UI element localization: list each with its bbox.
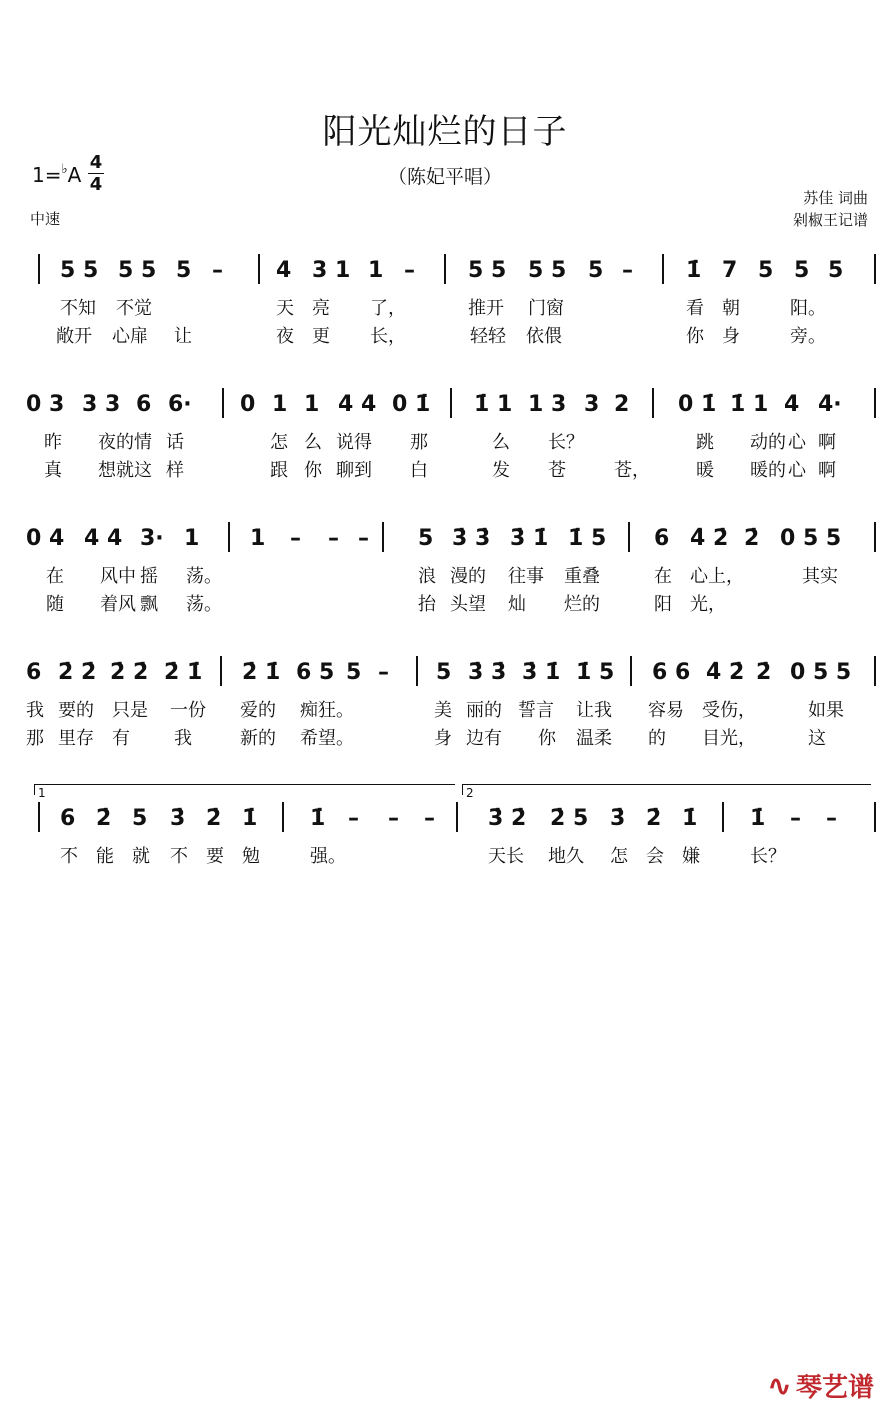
lyric-word: 爱的 <box>240 700 276 721</box>
note-group: 1 <box>250 525 266 551</box>
note-group: – <box>290 525 301 551</box>
note-group: 1 <box>184 525 200 551</box>
lyric-word: 你 <box>686 326 704 347</box>
bar-line <box>416 656 418 686</box>
lyric-word: 随 <box>46 594 64 615</box>
lyric-word: 头望 <box>450 594 486 615</box>
lyric-word: 天 <box>276 298 294 319</box>
note-group: 2̇ 1̇ <box>164 659 203 685</box>
score-row <box>0 384 890 504</box>
lyric-word: 荡。 <box>186 594 222 615</box>
note-group: 3̇ <box>610 805 626 831</box>
note-group: 0 3 <box>26 391 65 417</box>
lyric-word: 昨 <box>44 432 62 453</box>
note-group: 0 1̇ <box>392 391 431 417</box>
lyric-word: 心扉 <box>112 326 148 347</box>
note-group: – <box>378 659 389 685</box>
lyric-word: 么 <box>304 432 322 453</box>
lyric-word: 跟 <box>270 460 288 481</box>
note-group: 1 <box>304 391 320 417</box>
lyric-word: 丽的 <box>466 700 502 721</box>
note-group: 6 <box>136 391 152 417</box>
lyric-word: 容易 <box>648 700 684 721</box>
bar-line <box>874 388 876 418</box>
lyric-word: 誓言 <box>518 700 554 721</box>
lyric-word: 阳。 <box>790 298 826 319</box>
lyric-word: 荡。 <box>186 566 222 587</box>
note-line <box>0 518 890 558</box>
note-group: 1 <box>272 391 288 417</box>
lyric-word: 白 <box>410 460 428 481</box>
note-group: 2̇ 2̇ <box>110 659 149 685</box>
lyric-word: 在 <box>46 566 64 587</box>
lyric-word: 夜的 <box>98 432 134 453</box>
note-group: 3̇ <box>170 805 186 831</box>
lyric-word: 真 <box>44 460 62 481</box>
lyric-word: 长？ <box>548 432 584 453</box>
lyric-word: 那 <box>410 432 428 453</box>
note-group: 2̇ 2̇ <box>58 659 97 685</box>
lyric-word: 你 <box>304 460 322 481</box>
lyric-word: 重叠 <box>564 566 600 587</box>
score-row <box>0 786 890 918</box>
note-group: 3̇ 1̇ <box>510 525 549 551</box>
note-group: 6· <box>168 391 192 417</box>
volta-number: 1 <box>38 786 46 800</box>
page-title: 阳光灿烂的日子 <box>322 112 568 152</box>
note-group: 5 <box>758 257 774 283</box>
lyric-word: 着风 <box>100 594 136 615</box>
bar-line <box>258 254 260 284</box>
note-group: 4̇ 2̇ <box>690 525 729 551</box>
note-group: 6 <box>26 659 42 685</box>
note-line <box>0 798 890 838</box>
lyric-word: 飘 <box>140 594 158 615</box>
lyric-word: 话 <box>166 432 184 453</box>
lyric-word: 我 <box>26 700 44 721</box>
note-group: 1̇ 1 <box>730 391 769 417</box>
note-group: – <box>790 805 801 831</box>
note-group: 0 5 5 <box>780 525 842 551</box>
lyric-word: 亮 <box>312 298 330 319</box>
bar-line <box>38 802 40 832</box>
lyric-word: 有 <box>112 728 130 749</box>
bar-line <box>222 388 224 418</box>
lyric-word: 天长 <box>488 846 524 867</box>
note-group: 2 <box>614 391 630 417</box>
lyric-word: 看 <box>686 298 704 319</box>
lyric-word: 想就 <box>98 460 134 481</box>
lyric-word: 里存 <box>58 728 94 749</box>
note-group: 7 <box>722 257 738 283</box>
lyric-word: 不觉 <box>116 298 152 319</box>
bar-line <box>662 254 664 284</box>
lyric-word: 这 <box>134 460 152 481</box>
lyric-word: 烂的 <box>564 594 600 615</box>
lyric-word: 不知 <box>60 298 96 319</box>
note-group: 4 <box>276 257 292 283</box>
lyric-word: 的 <box>648 728 666 749</box>
note-group: 3̇ 3̇ <box>452 525 491 551</box>
lyric-word: 你 <box>538 728 556 749</box>
note-line <box>0 652 890 692</box>
note-group: 5 <box>794 257 810 283</box>
lyric-word: 情 <box>134 432 152 453</box>
lyric-word: 就 <box>132 846 150 867</box>
lyric-word: 身 <box>722 326 740 347</box>
note-group: – <box>328 525 339 551</box>
note-group: 1̇ 5 <box>568 525 607 551</box>
lyric-word: 新的 <box>240 728 276 749</box>
lyric-word: 动的 <box>750 432 786 453</box>
note-group: – <box>404 257 415 283</box>
lyric-word: 么 <box>492 432 510 453</box>
lyric-word: 跳 <box>696 432 714 453</box>
lyric-word: 只是 <box>112 700 148 721</box>
lyric-word: 抬 <box>418 594 436 615</box>
note-group: 5 <box>132 805 148 831</box>
lyric-word: 这 <box>808 728 826 749</box>
lyric-word: 让我 <box>576 700 612 721</box>
bar-line <box>652 388 654 418</box>
note-group: 6 <box>60 805 76 831</box>
lyric-word: 嫌 <box>682 846 700 867</box>
note-group: 5 5 <box>118 257 157 283</box>
lyric-word: 不 <box>60 846 78 867</box>
lyric-word: 要 <box>206 846 224 867</box>
lyric-word: 会 <box>646 846 664 867</box>
lyric-word: 长？ <box>750 846 786 867</box>
lyric-word: 我 <box>174 728 192 749</box>
lyric-word: 敞开 <box>56 326 92 347</box>
note-group: 4 <box>784 391 800 417</box>
note-group: 5 <box>828 257 844 283</box>
note-group: – <box>212 257 223 283</box>
bar-line <box>38 254 40 284</box>
lyric-word: 强。 <box>310 846 346 867</box>
note-group: 3̇ 1̇ <box>522 659 561 685</box>
bar-line <box>220 656 222 686</box>
note-group: 2̇ <box>744 525 760 551</box>
bar-line <box>450 388 452 418</box>
note-group: 3· <box>140 525 164 551</box>
brand-logo: ∿ 琴艺谱 <box>766 1369 874 1404</box>
lyric-word: 怎 <box>270 432 288 453</box>
lyric-word: 推开 <box>468 298 504 319</box>
note-group: 1 3 <box>528 391 567 417</box>
note-group: 0 <box>240 391 256 417</box>
bar-line <box>382 522 384 552</box>
lyric-word: 如果 <box>808 700 844 721</box>
note-group: 1̇ <box>242 805 258 831</box>
bar-line <box>874 522 876 552</box>
key-signature: 1=♭A <box>32 162 82 187</box>
lyric-word: 啊 <box>818 432 836 453</box>
note-group: – <box>388 805 399 831</box>
lyric-word: 依偎 <box>526 326 562 347</box>
volta-bracket <box>462 784 871 800</box>
lyric-word: 要的 <box>58 700 94 721</box>
lyric-word: 聊到 <box>336 460 372 481</box>
note-group: 5 <box>418 525 434 551</box>
note-group: 3 3 <box>82 391 121 417</box>
note-group: 1̇ 5 <box>576 659 615 685</box>
tempo-marking: 中速 <box>30 210 61 228</box>
lyric-word: 了， <box>370 298 406 319</box>
lyric-word: 不 <box>170 846 188 867</box>
note-group: 0 1̇ <box>678 391 717 417</box>
note-group: 5 <box>436 659 452 685</box>
lyric-word: 美 <box>434 700 452 721</box>
note-group: 2̇ <box>206 805 222 831</box>
lyric-word: 漫的 <box>450 566 486 587</box>
lyric-word: 长， <box>370 326 406 347</box>
lyric-word: 暖 <box>696 460 714 481</box>
bar-line <box>444 254 446 284</box>
note-group: 4 4 <box>338 391 377 417</box>
score-row <box>0 250 890 370</box>
lyric-word: 门窗 <box>528 298 564 319</box>
note-group: 5 <box>346 659 362 685</box>
lyric-word: 受伤， <box>702 700 756 721</box>
lyric-word: 一份 <box>170 700 206 721</box>
note-group: 1̇ <box>750 805 766 831</box>
bar-line <box>628 522 630 552</box>
lyric-word: 目光， <box>702 728 756 749</box>
lyric-word: 苍 <box>548 460 566 481</box>
note-group: 4· <box>818 391 842 417</box>
score-row <box>0 652 890 772</box>
note-group: 0 4 <box>26 525 65 551</box>
note-group: – <box>348 805 359 831</box>
lyric-word: 温柔 <box>576 728 612 749</box>
note-group: 5 5 <box>468 257 507 283</box>
lyric-word: 其实 <box>802 566 838 587</box>
note-group: 2̇ <box>96 805 112 831</box>
lyric-word: 能 <box>96 846 114 867</box>
bar-line <box>722 802 724 832</box>
note-group: 6 6 <box>652 659 691 685</box>
note-group: 6 5 <box>296 659 335 685</box>
note-group: – <box>622 257 633 283</box>
volta-number: 2 <box>466 786 474 800</box>
lyric-word: 心 <box>788 432 806 453</box>
lyric-word: 更 <box>312 326 330 347</box>
note-group: 3 <box>584 391 600 417</box>
note-group: 2̇ 1̇ <box>242 659 281 685</box>
bar-line <box>630 656 632 686</box>
lyric-word: 摇 <box>140 566 158 587</box>
note-group: 0 5 5 <box>790 659 852 685</box>
note-group: 2̇ <box>646 805 662 831</box>
note-group: 6 <box>654 525 670 551</box>
lyric-word: 那 <box>26 728 44 749</box>
lyric-word: 怎 <box>610 846 628 867</box>
note-group: – <box>826 805 837 831</box>
lyric-word: 说得 <box>336 432 372 453</box>
note-group: 1̇ 1 <box>474 391 513 417</box>
logo-icon: ∿ <box>766 1369 792 1404</box>
lyric-word: 让 <box>174 326 192 347</box>
note-group: 4 4 <box>84 525 123 551</box>
lyric-word: 阳 <box>654 594 672 615</box>
lyric-word: 边有 <box>466 728 502 749</box>
note-group: 5 <box>176 257 192 283</box>
lyric-word: 光， <box>690 594 726 615</box>
note-group: 2̇ <box>756 659 772 685</box>
subtitle: （陈妃平唱） <box>387 166 502 188</box>
bar-line <box>874 656 876 686</box>
bar-line <box>874 254 876 284</box>
note-group: 1̇ <box>682 805 698 831</box>
time-signature: 4 4 <box>89 152 103 195</box>
note-group: 3̇ 2̇ <box>488 805 527 831</box>
volta-bracket <box>34 784 455 800</box>
score-row <box>0 518 890 638</box>
lyric-word: 身 <box>434 728 452 749</box>
lyric-word: 苍， <box>614 460 650 481</box>
bar-line <box>228 522 230 552</box>
note-group: – <box>358 525 369 551</box>
note-group: 1 <box>368 257 384 283</box>
lyric-word: 勉 <box>242 846 260 867</box>
lyric-word: 朝 <box>722 298 740 319</box>
note-group: 5 5 <box>60 257 99 283</box>
lyric-word: 样 <box>166 460 184 481</box>
note-group: 3 1 <box>312 257 351 283</box>
bar-line <box>282 802 284 832</box>
note-group: 5 <box>588 257 604 283</box>
bar-line <box>456 802 458 832</box>
lyric-word: 心 <box>788 460 806 481</box>
note-group: 5 5 <box>528 257 567 283</box>
note-line <box>0 384 890 424</box>
lyric-word: 灿 <box>508 594 526 615</box>
lyric-word: 夜 <box>276 326 294 347</box>
bar-line <box>874 802 876 832</box>
note-group: 1̇ <box>686 257 702 283</box>
lyric-word: 旁。 <box>790 326 826 347</box>
lyric-word: 啊 <box>818 460 836 481</box>
lyric-word: 风中 <box>100 566 136 587</box>
note-group: 3̇ 3̇ <box>468 659 507 685</box>
lyric-word: 往事 <box>508 566 544 587</box>
composer-credit: 苏佳 词曲 <box>803 189 868 207</box>
lyric-word: 希望。 <box>300 728 354 749</box>
note-group: 2̇ 5 <box>550 805 589 831</box>
lyric-word: 在 <box>654 566 672 587</box>
lyric-word: 心上， <box>690 566 744 587</box>
lyric-word: 地久 <box>548 846 584 867</box>
note-group: 4̇ 2̇ <box>706 659 745 685</box>
lyric-word: 痴狂。 <box>300 700 354 721</box>
note-line <box>0 250 890 290</box>
lyric-word: 轻轻 <box>470 326 506 347</box>
lyric-word: 暖的 <box>750 460 786 481</box>
note-group: – <box>424 805 435 831</box>
note-group: 1̇ <box>310 805 326 831</box>
lyric-word: 发 <box>492 460 510 481</box>
transcriber-credit: 剁椒王记谱 <box>792 211 868 229</box>
lyric-word: 浪 <box>418 566 436 587</box>
